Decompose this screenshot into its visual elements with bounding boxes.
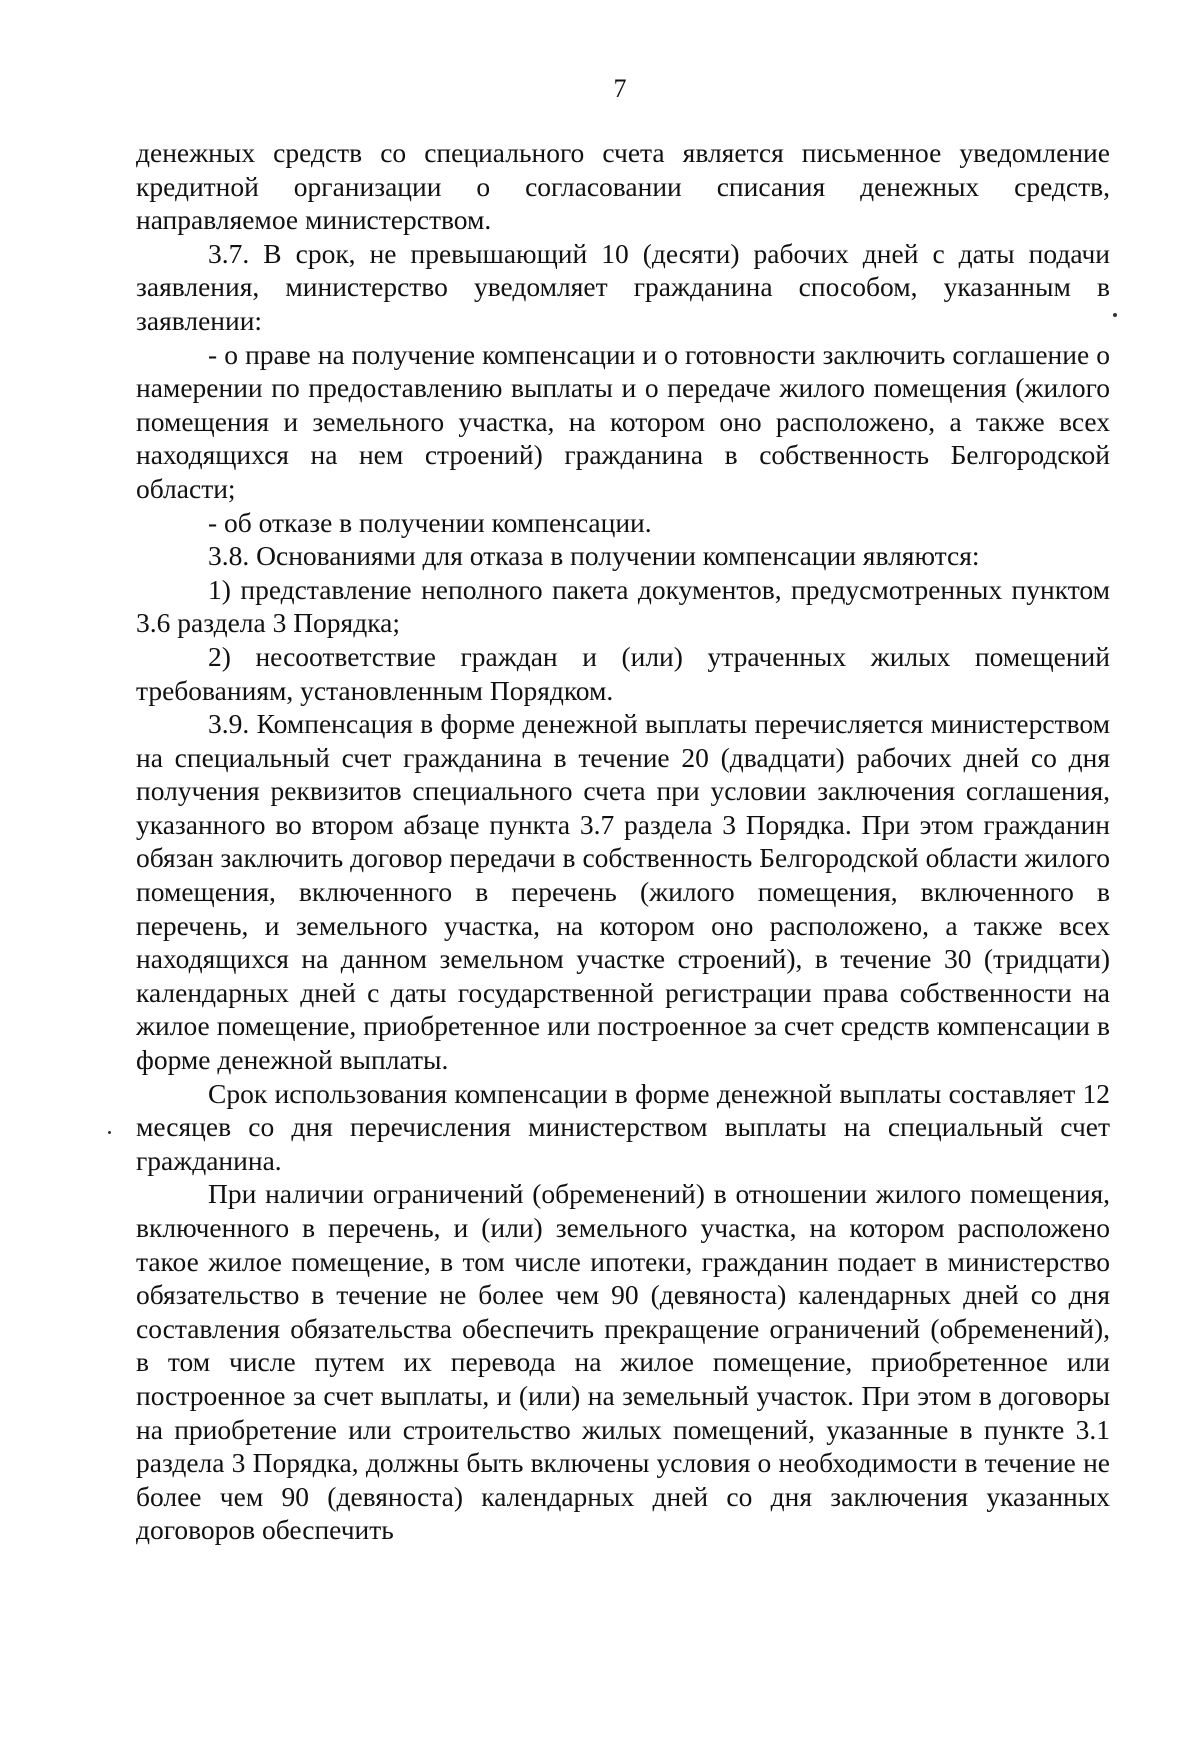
paragraph-3-7-item-right: - о праве на получение компенсации и о готовности заключить соглашение о намерении по предоставлению выплаты и о передаче жилого помещения (жилого помещения и земельного участка, на котором оно расположено, а также всех находящихся на нем строений) гражданина в собственность Белгородской области; [136,338,1110,504]
paragraph-continuation: денежных средств со специального счета является письменное уведомление кредитной организации о согласовании списания денежных средств, направляемое министерством. [136,137,1110,236]
document-body [136,136,1110,1547]
paragraph-encumbrances: При наличии ограничений (обременений) в отношении жилого помещения, включенного в перечень, и (или) земельного участка, на котором расположено такое жилое помещение, в том числе ипотеки, гражданин подает в министерство обязательство в течение не более чем 90 (девяноста) календарных дней со дня составления обязательства обеспечить прекращение ограничений (обременений), в том числе путем их перевода на жилое помещение, приобретенное или построенное за счет выплаты, и (или) на земельный участок. При этом в договоры на приобретение или строительство жилых помещений, указанные в пункте 3.1 раздела 3 Порядка, должны быть включены условия о необходимости в течение не более чем 90 (девяноста) календарных дней со дня заключения указанных договоров обеспечить [136,1178,1110,1546]
paragraph-usage-term: Срок использования компенсации в форме денежной выплаты составляет 12 месяцев со дня перечисления министерством выплаты на специальный счет гражданина. [136,1077,1110,1176]
paragraph-3-8: 3.8. Основаниями для отказа в получении компенсации являются: [208,540,980,572]
paragraph-3-7: 3.7. В срок, не превышающий 10 (десяти) рабочих дней с даты подачи заявления, министерство уведомляет гражданина способом, указанным в заявлении: [136,237,1110,336]
scan-speck [1113,313,1117,317]
paragraph-3-7-item-refusal: - об отказе в получении компенсации. [208,506,652,538]
paragraph-3-8-item-2: 2) несоответствие граждан и (или) утраченных жилых помещений требованиям, установленным Порядком. [136,640,1110,706]
page-number: 7 [613,74,627,103]
paragraph-3-9: 3.9. Компенсация в форме денежной выплаты перечисляется министерством на специальный счет гражданина в течение 20 (двадцати) рабочих дней со дня получения реквизитов специального счета при условии заключения соглашения, указанного во втором абзаце пункта 3.7 раздела 3 Порядка. При этом гражданин обязан заключить договор передачи в собственность Белгородской области жилого помещения, включенного в перечень (жилого помещения, включенного в перечень, и земельного участка, на котором оно расположено, а также всех находящихся на данном земельном участке строений), в течение 30 (тридцати) календарных дней с даты государственной регистрации права собственности на жилое помещение, приобретенное или построенное за счет средств компенсации в форме денежной выплаты. [136,708,1110,1076]
scan-speck [108,1131,111,1134]
paragraph-3-8-item-1: 1) представление неполного пакета документов, предусмотренных пунктом 3.6 раздела 3 Порядка; [136,573,1110,639]
